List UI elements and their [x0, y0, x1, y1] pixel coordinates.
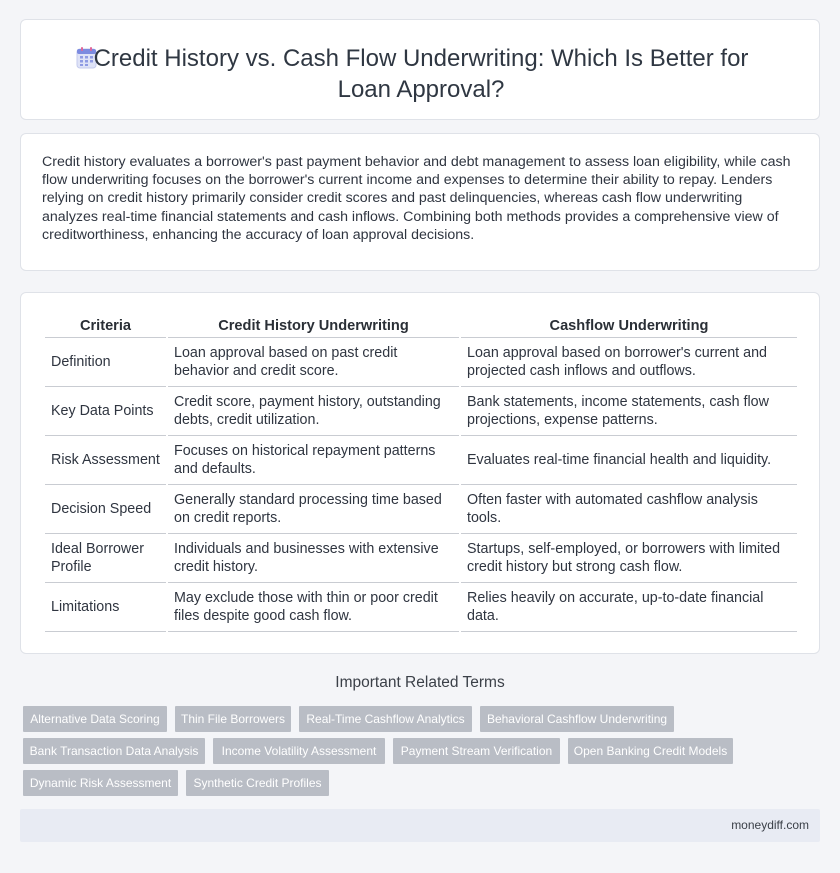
- credit-history-cell: Credit score, payment history, outstanding debts, credit utilization.: [168, 387, 459, 436]
- tag-alternative-data-scoring[interactable]: Alternative Data Scoring: [23, 706, 167, 732]
- criteria-cell: Limitations: [45, 583, 166, 632]
- criteria-cell: Decision Speed: [45, 485, 166, 534]
- cashflow-cell: Startups, self-employed, or borrowers with limited credit history but strong cash flow.: [461, 534, 797, 583]
- cashflow-cell: Often faster with automated cashflow analysis tools.: [461, 485, 797, 534]
- table-row: [45, 338, 797, 387]
- credit-history-cell: Individuals and businesses with extensive credit history.: [168, 534, 459, 583]
- criteria-cell: Definition: [45, 338, 166, 387]
- cashflow-cell: Evaluates real-time financial health and liquidity.: [461, 436, 797, 485]
- comparison-card: [20, 292, 820, 654]
- comparison-table: [43, 317, 799, 632]
- footer: [20, 809, 820, 842]
- tag-payment-stream-verification[interactable]: Payment Stream Verification: [393, 738, 560, 764]
- credit-history-cell: May exclude those with thin or poor credit files despite good cash flow.: [168, 583, 459, 632]
- cashflow-cell: Bank statements, income statements, cash flow projections, expense patterns.: [461, 387, 797, 436]
- table-row: [45, 387, 797, 436]
- table-row: [45, 436, 797, 485]
- tag-income-volatility-assessment[interactable]: Income Volatility Assessment: [213, 738, 385, 764]
- credit-history-cell: Generally standard processing time based on credit reports.: [168, 485, 459, 534]
- intro-card: [20, 133, 820, 271]
- table-row: [45, 485, 797, 534]
- related-terms-title: Important Related Terms: [335, 674, 505, 691]
- tag-synthetic-credit-profiles[interactable]: Synthetic Credit Profiles: [186, 770, 329, 796]
- column-header-credit-history: Credit History Underwriting: [168, 317, 459, 338]
- table-header-row: [45, 317, 797, 338]
- column-header-criteria: Criteria: [45, 317, 166, 338]
- criteria-cell: Ideal Borrower Profile: [45, 534, 166, 583]
- table-row: [45, 534, 797, 583]
- table-row: [45, 583, 797, 632]
- tag-thin-file-borrowers[interactable]: Thin File Borrowers: [175, 706, 291, 732]
- tag-dynamic-risk-assessment[interactable]: Dynamic Risk Assessment: [23, 770, 178, 796]
- tag-real-time-cashflow-analytics[interactable]: Real-Time Cashflow Analytics: [299, 706, 472, 732]
- tag-open-banking-credit-models[interactable]: Open Banking Credit Models: [568, 738, 733, 764]
- tag-bank-transaction-data-analysis[interactable]: Bank Transaction Data Analysis: [23, 738, 205, 764]
- column-header-cashflow: Cashflow Underwriting: [461, 317, 797, 338]
- criteria-cell: Key Data Points: [45, 387, 166, 436]
- cashflow-cell: Relies heavily on accurate, up-to-date financial data.: [461, 583, 797, 632]
- credit-history-cell: Loan approval based on past credit behavior and credit score.: [168, 338, 459, 387]
- intro-paragraph: Credit history evaluates a borrower's past payment behavior and debt management to assess loan eligibility, while cash flow underwriting focuses on the borrower's current income and expenses to determine their ability to repay. Lenders relying on credit history primarily consider credit scores and past delinquencies, whereas cash flow underwriting analyzes real-time financial statements and cash inflows. Combining both methods provides a comprehensive view of creditworthiness, enhancing the accuracy of loan approval decisions.: [42, 154, 791, 243]
- criteria-cell: Risk Assessment: [45, 436, 166, 485]
- footer-site-link[interactable]: moneydiff.com: [731, 818, 809, 832]
- credit-history-cell: Focuses on historical repayment patterns and defaults.: [168, 436, 459, 485]
- tag-behavioral-cashflow-underwriting[interactable]: Behavioral Cashflow Underwriting: [480, 706, 674, 732]
- page-title: Credit History vs. Cash Flow Underwriting: Which Is Better for Loan Approval?: [93, 45, 749, 103]
- cashflow-cell: Loan approval based on borrower's current and projected cash inflows and outflows.: [461, 338, 797, 387]
- title-card: [20, 19, 820, 120]
